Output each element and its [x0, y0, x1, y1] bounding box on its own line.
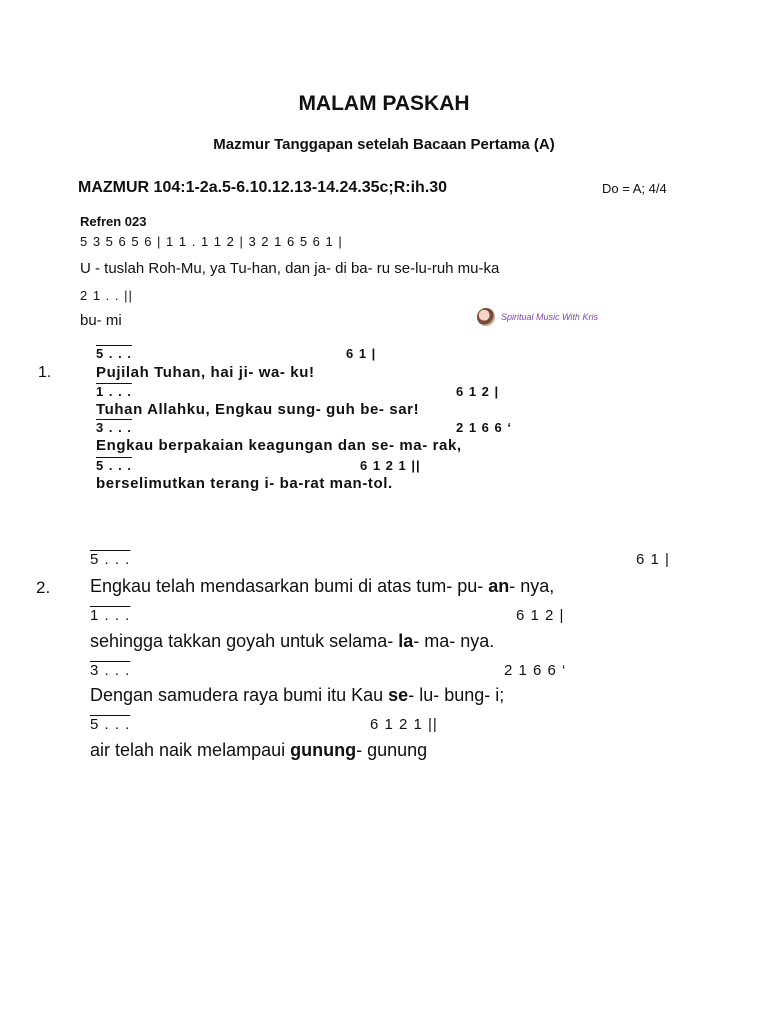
page-subtitle: Mazmur Tanggapan setelah Bacaan Pertama (A): [213, 136, 555, 153]
verse-notes-head: 5 . . .: [96, 458, 132, 473]
verse-lyric-line: Engkau berpakaian keagungan dan se- ma- rak,: [96, 437, 462, 454]
verse-notes-tail: 2 1 6 6 ‘: [456, 420, 512, 435]
verse-notes-tail: 6 1 2 1 ||: [360, 458, 421, 473]
verse-lyric-line: Tuhan Allahku, Engkau sung- guh be- sar!: [96, 401, 420, 418]
verse-notes-tail: 6 1 2 |: [516, 607, 565, 624]
refrain-notes-line-1: 5 3 5 6 5 6 | 1 1 . 1 1 2 | 3 2 1 6 5 6 1 |: [80, 234, 343, 249]
verse-notes-tail: 6 1 |: [346, 346, 377, 361]
verse-notes-head: 3 . . .: [96, 420, 132, 435]
verse-lyric-line: Pujilah Tuhan, hai ji- wa- ku!: [96, 364, 315, 381]
refrain-lyrics-line-1: U - tuslah Roh-Mu, ya Tu-han, dan ja- di ba- ru se-lu-ruh mu-ka: [80, 260, 500, 277]
verse-lyric-line: air telah naik melampaui gunung- gunung: [90, 740, 428, 760]
verse-lyric-line: berselimutkan terang i- ba-rat man-tol.: [96, 475, 393, 492]
verse-notes-tail: 6 1 |: [636, 551, 670, 568]
refrain-label: Refren 023: [80, 214, 147, 229]
key-signature: Do = A; 4/4: [602, 181, 667, 196]
watermark: [477, 308, 598, 326]
verse-number: 1.: [38, 364, 52, 381]
verse-notes-tail: 6 1 2 |: [456, 384, 500, 399]
verse-notes-tail: 6 1 2 1 ||: [370, 716, 438, 733]
verse-notes-head: 1 . . .: [90, 607, 131, 624]
refrain-lyrics-line-2: bu- mi: [80, 312, 122, 329]
verse-notes-head: 1 . . .: [96, 384, 132, 399]
verse-notes-head: 5 . . .: [90, 551, 131, 568]
verse-lyric-line: sehingga takkan goyah untuk selama- la- ma- nya.: [90, 631, 495, 651]
watermark-text: Spiritual Music With Kris: [501, 312, 598, 322]
verse-number: 2.: [36, 578, 51, 597]
verse-lyric-line: Engkau telah mendasarkan bumi di atas tum- pu- an- nya,: [90, 576, 555, 596]
psalm-reference: MAZMUR 104:1-2a.5-6.10.12.13-14.24.35c;R:ih.30: [78, 179, 448, 196]
verse-notes-head: 5 . . .: [96, 346, 132, 361]
verse-notes-tail: 2 1 6 6 ‘: [504, 662, 567, 679]
verse-notes-head: 5 . . .: [90, 716, 131, 733]
page-title: MALAM PASKAH: [298, 92, 470, 115]
watermark-logo-icon: [477, 308, 495, 326]
verse-lyric-line: Dengan samudera raya bumi itu Kau se- lu- bung- i;: [90, 685, 505, 705]
refrain-notes-line-2: 2 1 . . ||: [80, 288, 133, 303]
verse-notes-head: 3 . . .: [90, 662, 131, 679]
